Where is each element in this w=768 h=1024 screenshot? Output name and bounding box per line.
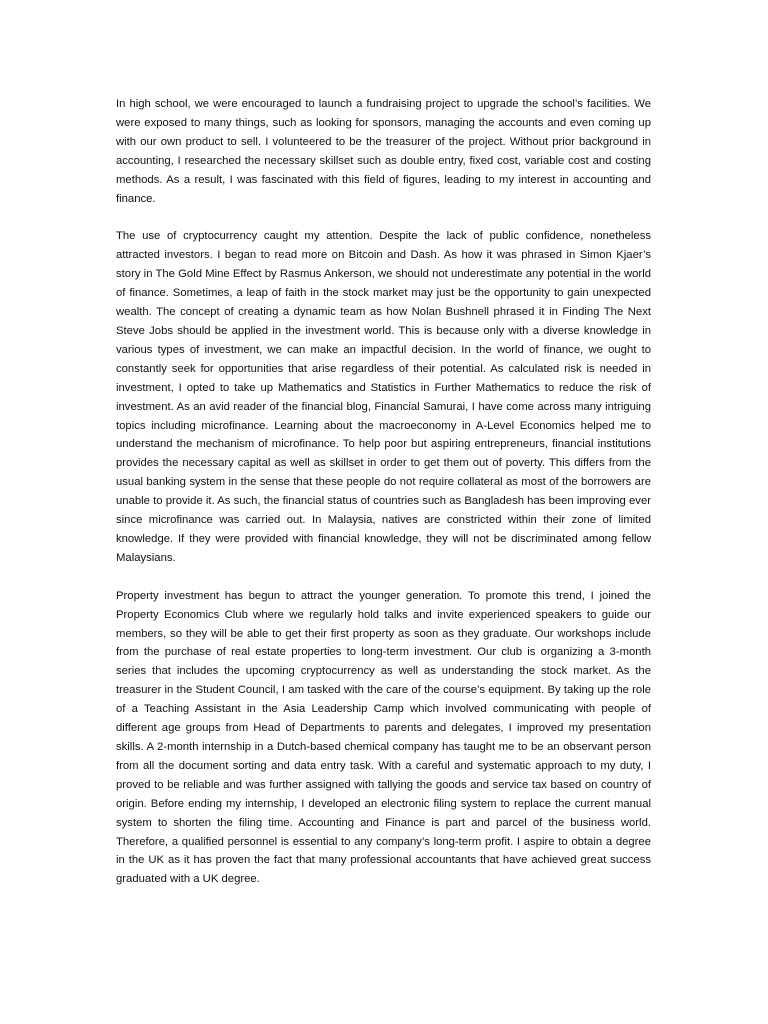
document-body <box>116 95 651 889</box>
paragraph-fundraising: In high school, we were encouraged to launch a fundraising project to upgrade the school’s facilities. We were exposed to many things, such as looking for sponsors, managing the accounts and even coming up with our own product to sell. I volunteered to be the treasurer of the project. Without prior background in accounting, I researched the necessary skillset such as double entry, fixed cost, variable cost and costing methods. As a result, I was fascinated with this field of figures, leading to my interest in accounting and finance. <box>116 98 651 205</box>
paragraph-property-investment: Property investment has begun to attract the younger generation. To promote this trend, I joined the Property Economics Club where we regularly hold talks and invite experienced speakers to guide our members, so they will be able to get their first property as soon as they graduate. Our workshops include from the purchase of real estate properties to long-term investment. Our club is organizing a 3-month series that includes the upcoming cryptocurrency as well as understanding the stock market. As the treasurer in the Student Council, I am tasked with the care of the course’s equipment. By taking up the role of a Teaching Assistant in the Asia Leadership Camp which involved communicating with people of different age groups from Head of Departments to parents and delegates, I improved my presentation skills. A 2-month internship in a Dutch-based chemical company has taught me to be an observant person from all the document sorting and data entry task. With a careful and systematic approach to my duty, I proved to be reliable and was further assigned with tallying the goods and service tax based on country of origin. Before ending my internship, I developed an electronic filing system to replace the current manual system to shorten the filing time. Accounting and Finance is part and parcel of the business world. Therefore, a qualified personnel is essential to any company’s long-term profit. I aspire to obtain a degree in the UK as it has proven the fact that many professional accountants that have achieved great success graduated with a UK degree. <box>116 589 651 886</box>
paragraph-cryptocurrency: The use of cryptocurrency caught my attention. Despite the lack of public confidence, nonetheless attracted investors. I began to read more on Bitcoin and Dash. As how it was phrased in Simon Kjaer’s story in The Gold Mine Effect by Rasmus Ankerson, we should not underestimate any potential in the world of finance. Sometimes, a leap of faith in the stock market may just be the opportunity to gain unexpected wealth. The concept of creating a dynamic team as how Nolan Bushnell phrased it in Finding The Next Steve Jobs should be applied in the investment world. This is because only with a diverse knowledge in various types of investment, we can make an impactful decision. In the world of finance, we ought to constantly seek for opportunities that arise regardless of their potential. As calculated risk is needed in investment, I opted to take up Mathematics and Statistics in Further Mathematics to reduce the risk of investment. As an avid reader of the financial blog, Financial Samurai, I have come across many intriguing topics including microfinance. Learning about the macroeconomy in A-Level Economics helped me to understand the mechanism of microfinance. To help poor but aspiring entrepreneurs, financial institutions provides the necessary capital as well as skillset in order to get them out of poverty. This differs from the usual banking system in the sense that these people do not require collateral as most of the borrowers are unable to provide it. As such, the financial status of countries such as Bangladesh has been improving ever since microfinance was carried out. In Malaysia, natives are constricted within their zone of limited knowledge. If they were provided with financial knowledge, they will not be discriminated among fellow Malaysians. <box>116 230 651 564</box>
